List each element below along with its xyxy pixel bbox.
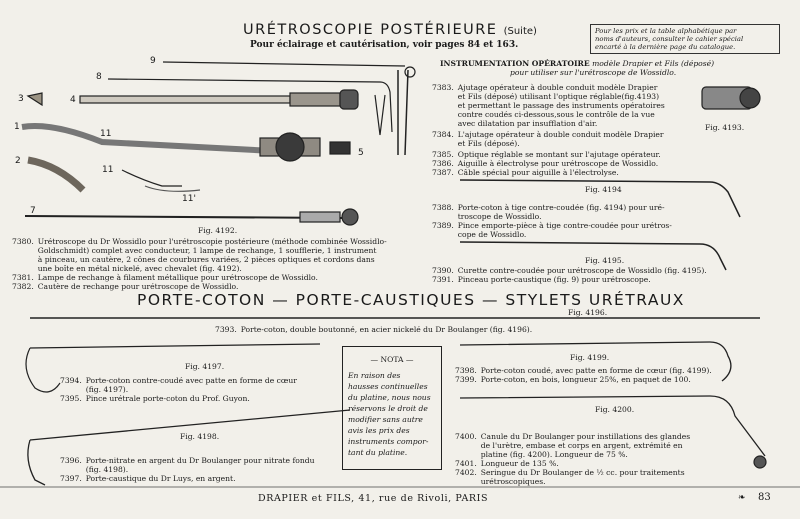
- items-top-right: [432, 83, 702, 177]
- item-number: 7394.: [60, 376, 82, 385]
- fig-label-8: 8: [96, 72, 102, 82]
- fig-label-1: 1: [14, 122, 20, 132]
- item-line: Câble spécial pour aiguille à l'électrolyse.: [457, 168, 619, 177]
- item-number: 7397.: [60, 474, 82, 483]
- item-number: 7388.: [432, 203, 454, 212]
- fig-caption-4194: Fig. 4194: [585, 185, 622, 194]
- item-number: 7400.: [455, 432, 477, 441]
- item-line: à pinceau, un cautère, 2 cônes de courbures variées, 2 pièces optiques et cordons dans: [37, 255, 375, 264]
- list-item: [432, 266, 732, 275]
- items-bottom-left-b: [60, 456, 350, 483]
- item-line: avec dilatation par insufflation d'air.: [457, 119, 598, 128]
- list-item: [432, 83, 702, 128]
- nota-line: hausses continuelles: [348, 382, 428, 391]
- item-line: cope de Wossidlo.: [457, 230, 527, 239]
- item-line: Optique réglable se montant sur l'ajutage opérateur.: [457, 150, 661, 159]
- items-bottom-right-b: [455, 432, 755, 486]
- fig-caption-4193: Fig. 4193.: [705, 123, 745, 132]
- item-number: 7395.: [60, 394, 82, 403]
- item-number: 7402.: [455, 468, 477, 477]
- price-note-box: [590, 24, 780, 54]
- fig-label-7: 7: [30, 206, 36, 216]
- item-line: Porte-nitrate en argent du Dr Boulanger pour nitrate fondu: [85, 456, 315, 465]
- fig-label-11-prime: 11': [182, 194, 196, 204]
- nota-box: [342, 346, 442, 470]
- item-line: et Fils (déposé) utilisant l'optique réglable(fig.4193): [457, 92, 660, 101]
- list-item: [60, 394, 340, 403]
- item-line: Ajutage opérateur à double conduit modèle Drapier: [457, 83, 658, 92]
- item-number: 7401.: [455, 459, 477, 468]
- item-line: Canule du Dr Boulanger pour instillations des glandes: [480, 432, 691, 441]
- item-line: Porte-coton, en bois, longueur 25%, en paquet de 100.: [480, 375, 691, 384]
- item-number: 7383.: [432, 83, 454, 92]
- list-item: [455, 432, 755, 459]
- item-number: 7398.: [455, 366, 477, 375]
- item-line: Aiguille à électrolyse pour urétroscope de Wossidlo.: [457, 159, 659, 168]
- item-line: platine (fig. 4200). Longueur de 75 %.: [480, 450, 628, 459]
- fig-caption-4198: Fig. 4198.: [180, 432, 220, 441]
- fig-label-2: 2: [15, 156, 21, 166]
- footer-publisher: DRAPIER et FILS, 41, rue de Rivoli, PARIS: [258, 493, 489, 504]
- fig-caption-4197: Fig. 4197.: [185, 362, 225, 371]
- fig-caption-4199: Fig. 4199.: [570, 353, 610, 362]
- rod-9: [163, 62, 405, 66]
- list-item: [60, 376, 340, 394]
- item-line: Porte-coton contre-coudé avec patte en forme de cœur: [85, 376, 297, 385]
- fig-label-10: 11: [100, 129, 112, 139]
- list-item: [455, 366, 755, 375]
- list-item: [432, 203, 712, 221]
- nota-line: avis les prix des: [348, 426, 410, 435]
- nota-line: tant du platine.: [348, 448, 408, 457]
- page-number: 83: [758, 492, 771, 503]
- list-item: [432, 130, 702, 148]
- item-number: 7387.: [432, 168, 454, 177]
- item-line: Seringue du Dr Boulanger de ½ cc. pour traitements: [480, 468, 685, 477]
- item-line: Longueur de 135 %.: [480, 459, 559, 468]
- item-number: 7390.: [432, 266, 454, 275]
- item-line: Porte-caustique du Dr Luys, en argent.: [85, 474, 236, 483]
- item-number: 7389.: [432, 221, 454, 230]
- item-number: 7384.: [432, 130, 454, 139]
- item-number: 7381.: [12, 273, 34, 282]
- items-bottom-right-a: [455, 366, 755, 384]
- page-subtitle: Pour éclairage et cautérisation, voir pages 84 et 163.: [250, 40, 519, 50]
- fig-label-3: 3: [18, 94, 24, 104]
- list-item: [12, 273, 432, 282]
- item-line: Curette contre-coudée pour urétroscope de Wossidlo (fig. 4195).: [457, 266, 707, 275]
- item-number: 7386.: [432, 159, 454, 168]
- item-line: troscope de Wossidlo.: [457, 212, 542, 221]
- price-note-line: noms d'auteurs, consulter le cahier spécial: [595, 35, 744, 43]
- nota-line: réservons le droit de: [348, 404, 428, 413]
- item-line: (fig. 4198).: [85, 465, 129, 474]
- list-item: [455, 375, 755, 384]
- list-item: [432, 275, 732, 284]
- list-item: [455, 459, 755, 468]
- instrumentation-heading-suffix: modèle Drapier et Fils (déposé): [592, 59, 715, 68]
- nota-body: [343, 370, 441, 458]
- page-title-text: URÉTROSCOPIE POSTÉRIEURE: [243, 22, 498, 38]
- nota-line: instruments compor-: [348, 437, 429, 446]
- list-item: [455, 468, 755, 486]
- list-item: [12, 282, 432, 291]
- fig-caption-4200: Fig. 4200.: [595, 405, 635, 414]
- fig-label-5: 5: [358, 148, 364, 158]
- list-item: [432, 221, 712, 239]
- list-item: [60, 456, 350, 474]
- item-number: 7396.: [60, 456, 82, 465]
- section-title: PORTE-COTON — PORTE-CAUSTIQUES — STYLETS URÉTRAUX: [137, 291, 685, 309]
- nota-title: — NOTA —: [370, 355, 414, 364]
- items-bottom-left-a: [60, 376, 340, 403]
- list-item: [60, 474, 350, 483]
- list-item: [432, 159, 702, 168]
- item-line: Pinceau porte-caustique (fig. 9) pour urétroscope.: [457, 275, 651, 284]
- item-line: Porte-coton à tige contre-coudée (fig. 4194) pour uré-: [457, 203, 665, 212]
- instrumentation-heading: [440, 59, 714, 68]
- list-item: [12, 237, 432, 273]
- fig-caption-4196: Fig. 4196.: [568, 308, 608, 317]
- page-title: [243, 22, 537, 38]
- item-number: 7382.: [12, 282, 34, 291]
- item-line: de l'urètre, embase et corps en argent, extrémité en: [480, 441, 683, 450]
- item-line: Cautère de rechange pour urétroscope de Wossidlo.: [37, 282, 239, 291]
- item-line: Porte-coton, double boutonné, en acier nickelé du Dr Boulanger (fig. 4196).: [240, 325, 533, 334]
- item-line: Pince urétrale porte-coton du Prof. Guyon.: [85, 394, 250, 403]
- item-line: (fig. 4197).: [85, 385, 129, 394]
- fig-label-4: 4: [70, 95, 76, 105]
- item-number: 7385.: [432, 150, 454, 159]
- item-line: et Fils (déposé).: [457, 139, 520, 148]
- item-line: Lampe de rechange à filament métallique pour urétroscope de Wossidlo.: [37, 273, 318, 282]
- instrumentation-heading-text: INSTRUMENTATION OPÉRATOIRE: [440, 59, 590, 68]
- item-line: Pince emporte-pièce à tige contre-coudée pour urétros-: [457, 221, 672, 230]
- price-note-line: Pour les prix et la table alphabétique par: [595, 27, 737, 35]
- item-line: L'ajutage opérateur à double conduit modèle Drapier: [457, 130, 664, 139]
- fig-label-9: 9: [150, 56, 156, 66]
- price-note-line: encarté à la dernière page du catalogue.: [595, 43, 736, 51]
- item-number: 7399.: [455, 375, 477, 384]
- nota-line: modifier sans autre: [348, 415, 423, 424]
- item-line: contre coudés ci-dessous,sous le contrôle de la vue: [457, 110, 655, 119]
- items-left: [12, 237, 432, 291]
- item-line: Goldschmidt) complet avec conducteur, 1 lampe de rechange, 1 soufflerie, 1 instrument: [37, 246, 377, 255]
- list-item: [432, 150, 702, 159]
- item-line: et permettant le passage des instruments opératoires: [457, 101, 665, 110]
- items-mid-right: [432, 203, 712, 239]
- fig-label-11: 11: [102, 165, 114, 175]
- list-item: [432, 168, 702, 177]
- item-number: 7380.: [12, 237, 34, 246]
- footer-ornament-icon: ❧: [738, 493, 746, 503]
- item-line: une boîte en métal nickelé, avec chevalet (fig. 4192).: [37, 264, 242, 273]
- list-item-7393: [215, 325, 532, 334]
- nota-line: En raison des: [348, 371, 401, 380]
- fig-caption-4195: Fig. 4195.: [585, 256, 625, 265]
- fig-caption-4192: Fig. 4192.: [198, 226, 238, 235]
- nota-line: du platine, nous nous: [348, 393, 431, 402]
- items-mid-right-2: [432, 266, 732, 284]
- page-title-suffix: (Suite): [503, 26, 537, 37]
- instrumentation-subheading: pour utiliser sur l'urétroscope de Wossidlo.: [510, 68, 677, 77]
- item-number: 7391.: [432, 275, 454, 284]
- item-line: urétroscopiques.: [480, 477, 546, 486]
- item-number: 7393.: [215, 325, 237, 334]
- item-line: Porte-coton coudé, avec patte en forme de cœur (fig. 4199).: [480, 366, 712, 375]
- item-line: Urétroscope du Dr Wossidlo pour l'urétroscopie postérieure (méthode combinée Wossidlo-: [37, 237, 387, 246]
